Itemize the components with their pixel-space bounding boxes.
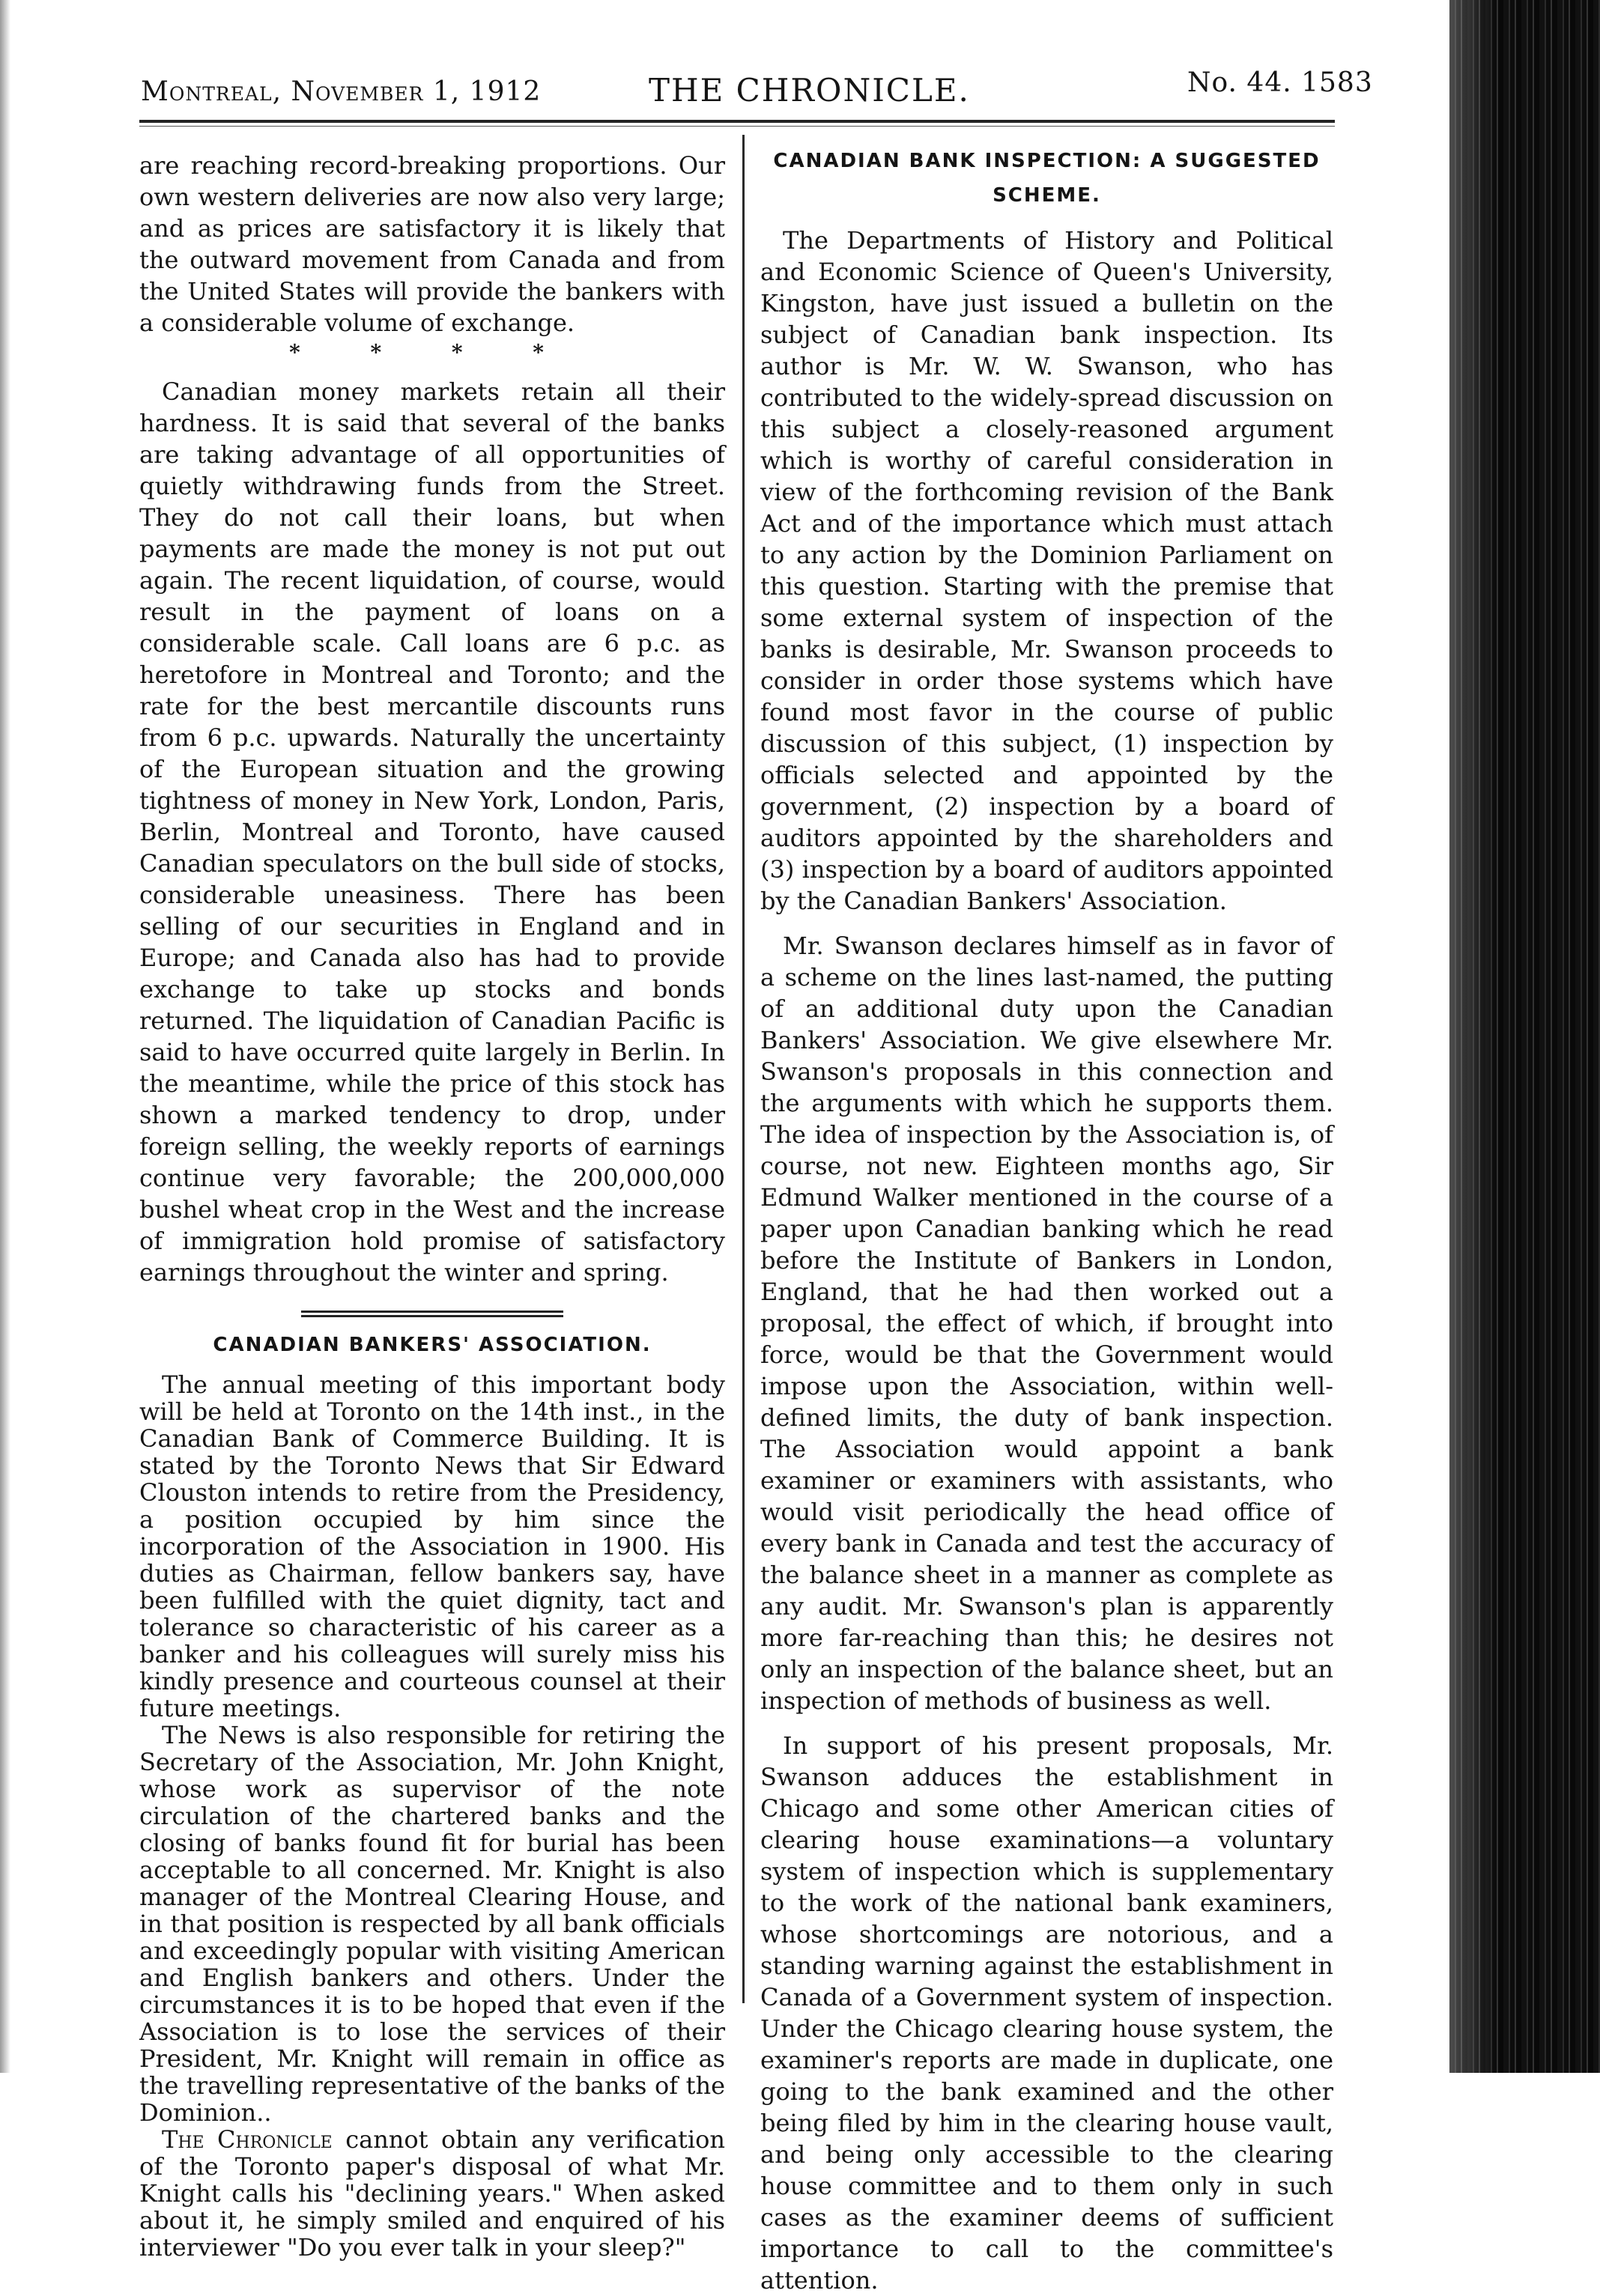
- section-stars: * * * *: [289, 340, 575, 365]
- header-rule-thin: [139, 126, 1335, 127]
- association-article: [139, 1371, 725, 2261]
- header-publication: THE CHRONICLE.: [649, 72, 970, 109]
- left-paragraph-5-text: cannot obtain any verification of the Toronto paper's disposal of what Mr. Knight calls his "declining years." When asked about it, he simply smiled and enquired of his interviewer "Do you ever talk in your sleep?": [139, 2125, 725, 2262]
- header-issue-page: No. 44. 1583: [1187, 67, 1373, 98]
- heading-bank-inspection: [760, 144, 1333, 213]
- left-paragraph-5: [139, 2126, 725, 2261]
- heading-bank-inspection-line2: SCHEME.: [993, 184, 1101, 207]
- left-paragraph-1: are reaching record-breaking proportions. Our own western deliveries are now also very large; and as prices are satisfactory it is likely that the outward movement from Canada and from the United States will provide the bankers with a considerable volume of exchange.: [139, 151, 725, 337]
- header-place-date: Montreal, November 1, 1912: [141, 76, 542, 107]
- right-column: [760, 144, 1333, 2296]
- left-paragraph-2: Canadian money markets retain all their hardness. It is said that several of the banks are taking advantage of all opportunities of quietly withdrawing funds from the Street. They do not call their loans, but when payments are made the money is not put out again. The recent liquidation, of course, would result in the payment of loans on a considerable scale. Call loans are 6 p.c. as heretofore in Montreal and Toronto; and the rate for the best mercantile discounts runs from 6 p.c. upwards. Naturally the uncertainty of the European situation and the growing tightness of money in New York, London, Paris, Berlin, Montreal and Toronto, have caused Canadian speculators on the bull side of stocks, considerable uneasiness. There has been selling of our securities in England and in Europe; and Canada also has had to provide exchange to take up stocks and bonds returned. The liquidation of Canadian Pacific is said to have occurred quite largely in Berlin. In the meantime, while the price of this stock has shown a marked tendency to drop, under foreign selling, the weekly reports of earnings continue very favorable; the 200,000,000 bushel wheat crop in the West and the increase of immigration hold promise of satisfactory earnings throughout the winter and spring.: [139, 377, 725, 1287]
- binding-shade: [1449, 0, 1494, 2073]
- right-paragraph-2: Mr. Swanson declares himself as in favor of a scheme on the lines last-named, the putting of an additional duty upon the Canadian Bankers' Association. We give elsewhere Mr. Swanson's proposals in this connection and the arguments with which he supports them. The idea of inspection by the Association is, of course, not new. Eighteen months ago, Sir Edmund Walker mentioned in the course of a paper upon Canadian banking which he read before the Institute of Bankers in London, England, that he had then worked out a proposal, the effect of which, if brought into force, would be that the Government would impose upon the Association, within well-defined limits, the duty of bank inspection. The Association would appoint a bank examiner or examiners with assistants, who would visit periodically the head office of every bank in Canada and test the accuracy of the balance sheet in a manner as complete as any audit. Mr. Swanson's plan is apparently more far-reaching than this; he desires not only an inspection of the balance sheet, but an inspection of methods of business as well.: [760, 932, 1333, 1715]
- right-paragraph-3: In support of his present proposals, Mr. Swanson adduces the establishment in Chicago and some other American cities of clearing house examinations—a voluntary system of inspection which is supplementary to the work of the national bank examiners, whose shortcomings are notorious, and a standing warning against the establishment in Canada of a Government system of inspection. Under the Chicago clearing house system, the examiner's reports are made in duplicate, one going to the bank examined and the other being filed by him in the clearing house vault, and being only accessible to the clearing house committee and to them only in such cases as the examiner deems of sufficient importance to call to the committee's attention.: [760, 1731, 1333, 2295]
- chronicle-name: The Chronicle: [162, 2125, 333, 2154]
- left-column: [139, 150, 725, 2261]
- right-paragraph-1: The Departments of History and Political and Economic Science of Queen's University, Kingston, have just issued a bulletin on the subject of Canadian bank inspection. Its author is Mr. W. W. Swanson, who has contributed to the widely-spread discussion on this subject a closely-reasoned argument which is worthy of careful consideration in view of the forthcoming revision of the Bank Act and of the importance which must attach to any action by the Dominion Parliament on this question. Starting with the premise that some external system of inspection of the banks is desirable, Mr. Swanson proceeds to consider in order those systems which have found most favor in the course of public discussion of this subject, (1) inspection by officials selected and appointed by the government, (2) inspection by a board of auditors appointed by the shareholders and (3) inspection by a board of auditors appointed by the Canadian Bankers' Association.: [760, 226, 1333, 915]
- heading-bank-inspection-line1: CANADIAN BANK INSPECTION: A SUGGESTED: [773, 150, 1321, 172]
- page-header: [0, 66, 1449, 126]
- column-divider: [742, 135, 745, 2003]
- header-rule: [139, 120, 1335, 123]
- left-paragraph-3: The annual meeting of this important body will be held at Toronto on the 14th inst., in the Canadian Bank of Commerce Building. It is stated by the Toronto News that Sir Edward Clouston intends to retire from the Presidency, a position occupied by him since the incorporation of the Association in 1900. His duties as Chairman, fellow bankers say, have been fulfilled with the quiet dignity, tact and tolerance so characteristic of his career as a banker and his colleagues will surely miss his kindly presence and courteous counsel at their future meetings.: [139, 1370, 725, 1722]
- heading-bankers-association: CANADIAN BANKERS' ASSOCIATION.: [213, 1334, 652, 1356]
- page-edge-shadow: [0, 0, 10, 2073]
- section-separator: [301, 1311, 563, 1317]
- left-paragraph-4: The News is also responsible for retiring the Secretary of the Association, Mr. John Knight, whose work as supervisor of the note circulation of the chartered banks and the closing of banks found fit for burial has been acceptable to all concerned. Mr. Knight is also manager of the Montreal Clearing House, and in that position is respected by all bank officials and exceedingly popular with visiting American and English bankers and others. Under the circumstances it is to be hoped that even if the Association is to lose the services of their President, Mr. Knight will remain in office as the travelling representative of the banks of the Dominion..: [139, 1721, 725, 2127]
